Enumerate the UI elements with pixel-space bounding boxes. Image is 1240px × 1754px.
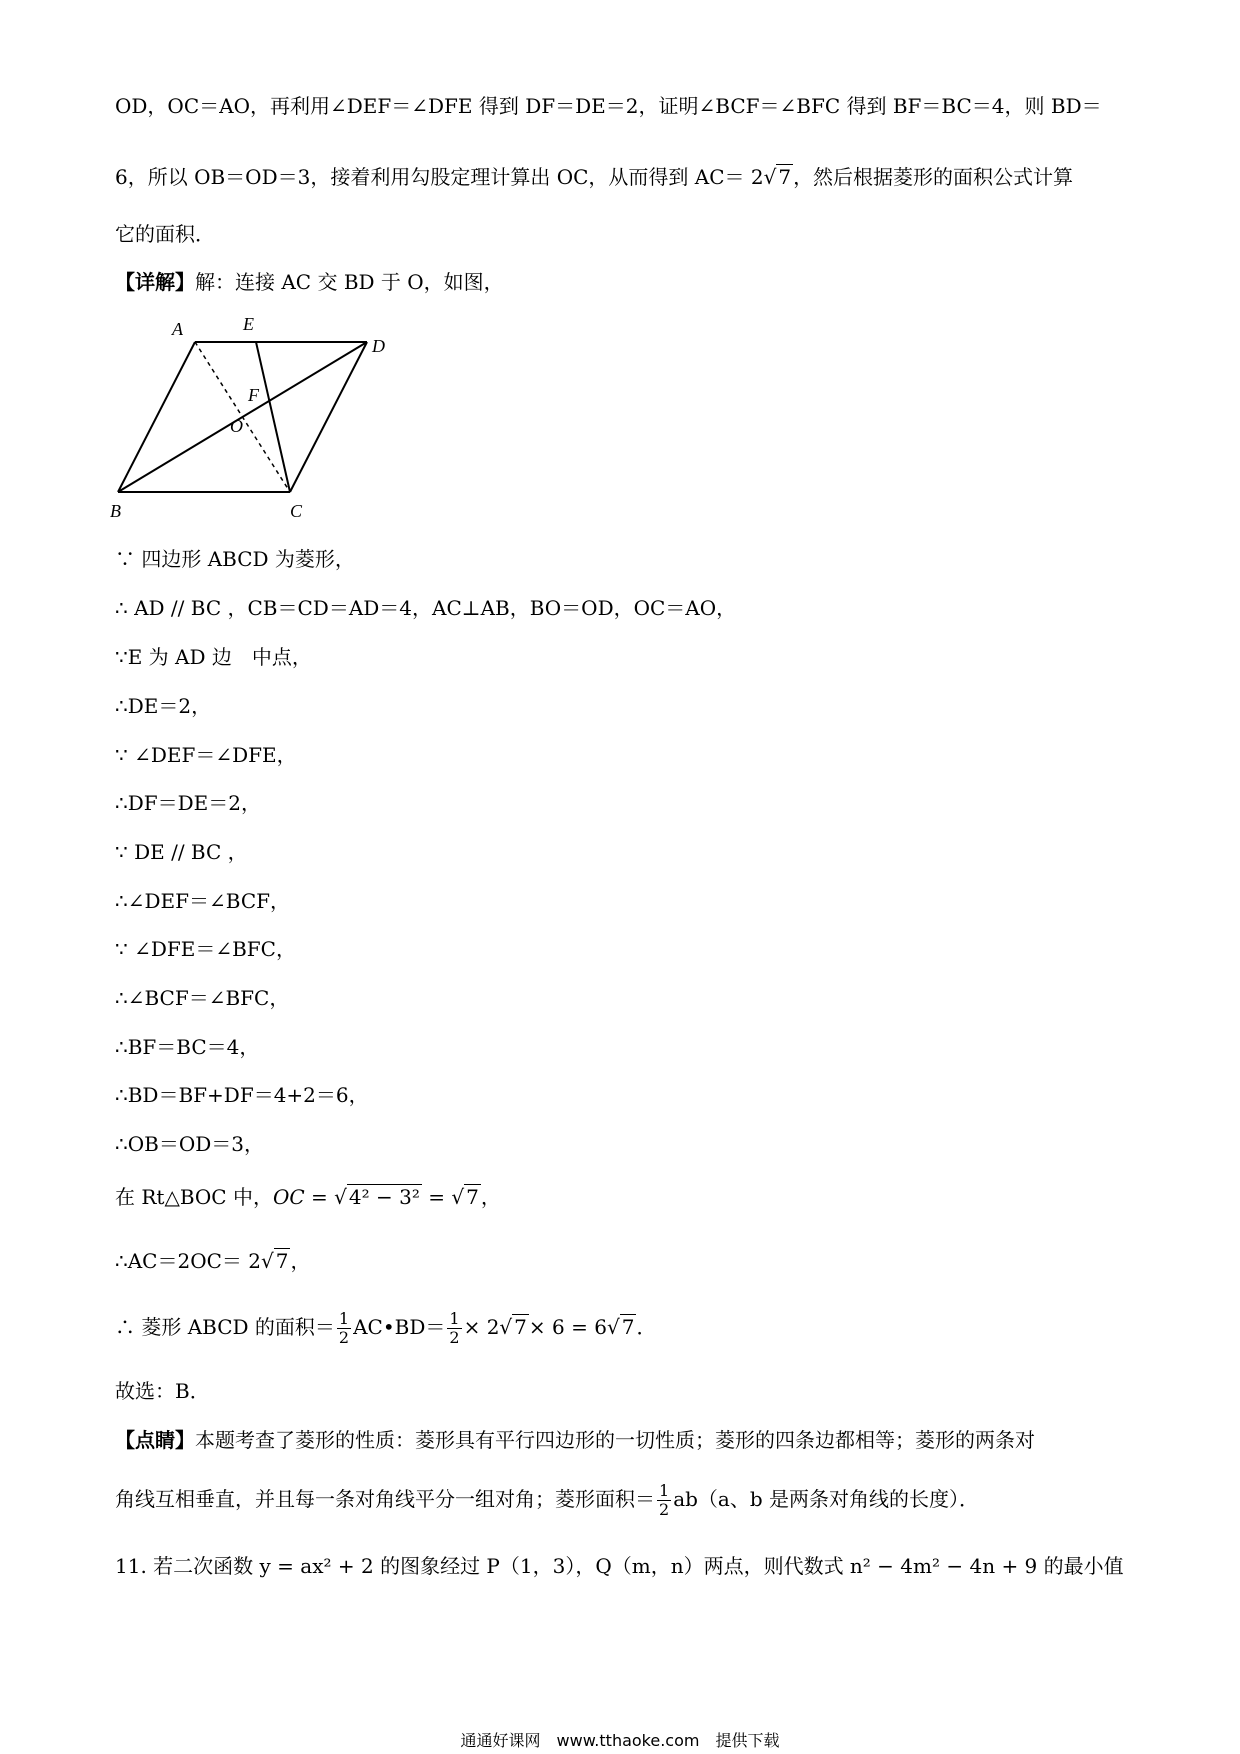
label-b: B [110,501,121,521]
sqrt-7: √ 7 [499,1315,527,1339]
step-11: ∴BF＝BC＝4， [115,1035,260,1059]
step-4: ∴DE＝2， [115,694,212,718]
fraction-half: $\frac{1}{2}$ [659,1481,670,1519]
sqrt-expression: √ 4² − 3² [334,1185,420,1209]
label-a: A [172,319,183,339]
step-5: ∵ ∠DEF＝∠DFE， [115,743,297,767]
step-15: ∴AC＝2OC＝ 2√ 7 ， [115,1249,311,1273]
label-f: F [248,385,259,405]
step-16: ∴ 菱形 ABCD 的面积＝ $\frac{1}{2}$ AC•BD＝ $\frac{1}{2}$ × 2√ 7 × 6 = 6√ 7 ． [115,1309,657,1347]
comment-line-2: 角线互相垂直，并且每一条对角线平分一组对角；菱形面积＝ $\frac{1}{2}$ ab（a、b 是两条对角线的长度）． [115,1481,979,1519]
step-3: ∵E 为 AD 边 中点， [115,645,312,669]
step-1: ∵ 四边形 ABCD 为菱形， [115,547,355,571]
label-e: E [243,314,254,334]
fraction-half: $\frac{1}{2}$ [338,1309,350,1347]
label-d: D [372,336,385,356]
analysis-line-3: 它的面积． [115,222,215,246]
step-13: ∴OB＝OD＝3， [115,1132,264,1156]
label-c: C [290,501,303,521]
label-o: O [230,416,243,436]
step-12: ∴BD＝BF+DF＝4+2＝6， [115,1083,369,1107]
footer-credit: 通通好课网 www.tthaoke.com 提供下载 [460,1731,780,1750]
fraction-half: $\frac{1}{2}$ [449,1309,460,1347]
step-6: ∴DF＝DE＝2， [115,791,261,815]
step-2: ∴ AD // BC ，CB＝CD＝AD＝4，AC⊥AB，BO＝OD，OC＝AO， [115,596,737,620]
rhombus-figure [110,310,410,525]
sqrt-7: √ 7 [451,1185,479,1209]
step-7: ∵ DE // BC ， [115,840,248,864]
comment-line-1: 【点睛】本题考查了菱形的性质：菱形具有平行四边形的一切性质；菱形的四条边都相等；菱形的两条对 [115,1428,1035,1452]
question-11: 11. 若二次函数 y = ax² + 2 的图象经过 P（1，3），Q（m，n）两点，则代数式 n² − 4m² − 4n + 9 的最小值 [115,1554,1124,1578]
sqrt-7: √ 7 [606,1315,635,1339]
step-9: ∵ ∠DFE＝∠BFC， [115,937,296,961]
detail-heading: 【详解】解：连接 AC 交 BD 于 O，如图， [115,270,504,294]
step-10: ∴∠BCF＝∠BFC， [115,986,290,1010]
sqrt-7: √ 7 [763,165,792,189]
answer-line: 故选：B． [115,1379,210,1403]
sqrt-7: √ 7 [260,1249,289,1273]
analysis-line-1: OD，OC＝AO，再利用∠DEF＝∠DFE 得到 DF＝DE＝2，证明∠BCF＝∠BFC 得到 BF＝BC＝4，则 BD＝ [115,94,1102,118]
step-8: ∴∠DEF＝∠BCF， [115,889,290,913]
step-14: 在 Rt△BOC 中，OC = √ 4² − 3² = √ 7 ， [115,1185,501,1209]
analysis-line-2: 6，所以 OB＝OD＝3，接着利用勾股定理计算出 OC，从而得到 AC＝ 2√ 7 ，然后根据菱形的面积公式计算 [115,165,1074,189]
